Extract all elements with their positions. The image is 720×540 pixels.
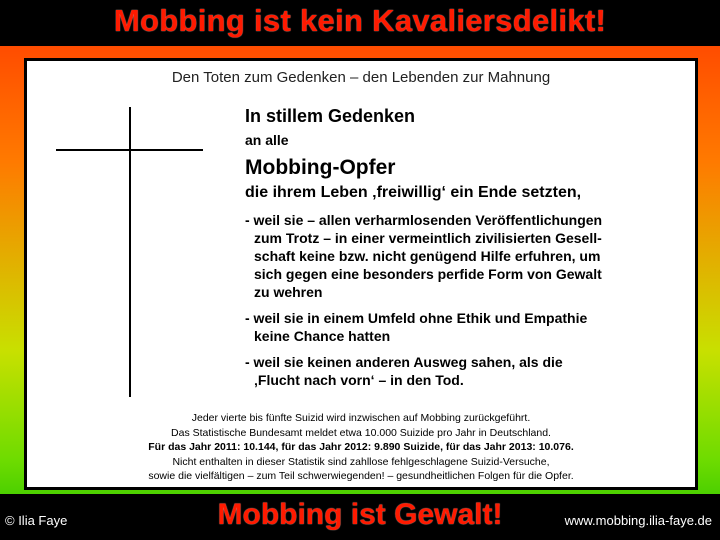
copyright: © Ilia Faye [5,513,68,528]
reason-line: - weil sie in einem Umfeld ohne Ethik und Empathie [245,310,588,326]
memorial-card [24,58,698,490]
cross-icon-horizontal [56,149,203,151]
reason-item [245,353,685,389]
note-line: sowie die vielfältigen – zum Teil schwerwiegenden! – gesundheitlichen Folgen für die Opfer. [148,470,574,482]
reason-line: ‚Flucht nach vorn‘ – in den Tod. [254,372,464,388]
memorial-title: Mobbing-Opfer [245,156,396,179]
note-line: Nicht enthalten in dieser Statistik sind zahllose fehlgeschlagene Suizid-Versuche, [172,455,550,468]
memorial-lead: die ihrem Leben ‚freiwillig‘ ein Ende setzten, [245,184,582,201]
note-line: Das Statistische Bundesamt meldet etwa 10.000 Suizide pro Jahr in Deutschland. [171,426,551,439]
reason-item [245,309,685,345]
statistics-notes [27,411,695,484]
footer-slogan: Mobbing ist Gewalt! [217,498,503,531]
reason-line: - weil sie keinen anderen Ausweg sahen, als die [245,354,563,370]
reason-line: schaft keine bzw. nicht genügend Hilfe erfuhren, um [254,248,601,264]
reason-line: zu wehren [254,284,323,300]
memorial-line-2: an alle [245,132,289,148]
reason-line: sich gegen eine besonders perfide Form von Gewalt [254,266,602,282]
reason-item [245,211,685,301]
reason-line: zum Trotz – in einer vermeintlich zivilisierten Gesell- [254,230,602,246]
reason-line: - weil sie – allen verharmlosenden Veröffentlichungen [245,212,603,228]
memorial-text [245,105,685,397]
reason-line: keine Chance hatten [254,328,391,344]
headline: Mobbing ist kein Kavaliersdelikt! [113,3,607,38]
motto: Den Toten zum Gedenken – den Lebenden zur Mahnung [171,69,551,86]
memorial-line-1: In stillem Gedenken [245,106,416,126]
note-line-bold: Für das Jahr 2011: 10.144, für das Jahr 2012: 9.890 Suizide, für das Jahr 2013: 10.076. [148,441,574,453]
website-link[interactable]: www.mobbing.ilia-faye.de [564,513,712,528]
note-line: Jeder vierte bis fünfte Suizid wird inzwischen auf Mobbing zurückgeführt. [191,412,531,424]
